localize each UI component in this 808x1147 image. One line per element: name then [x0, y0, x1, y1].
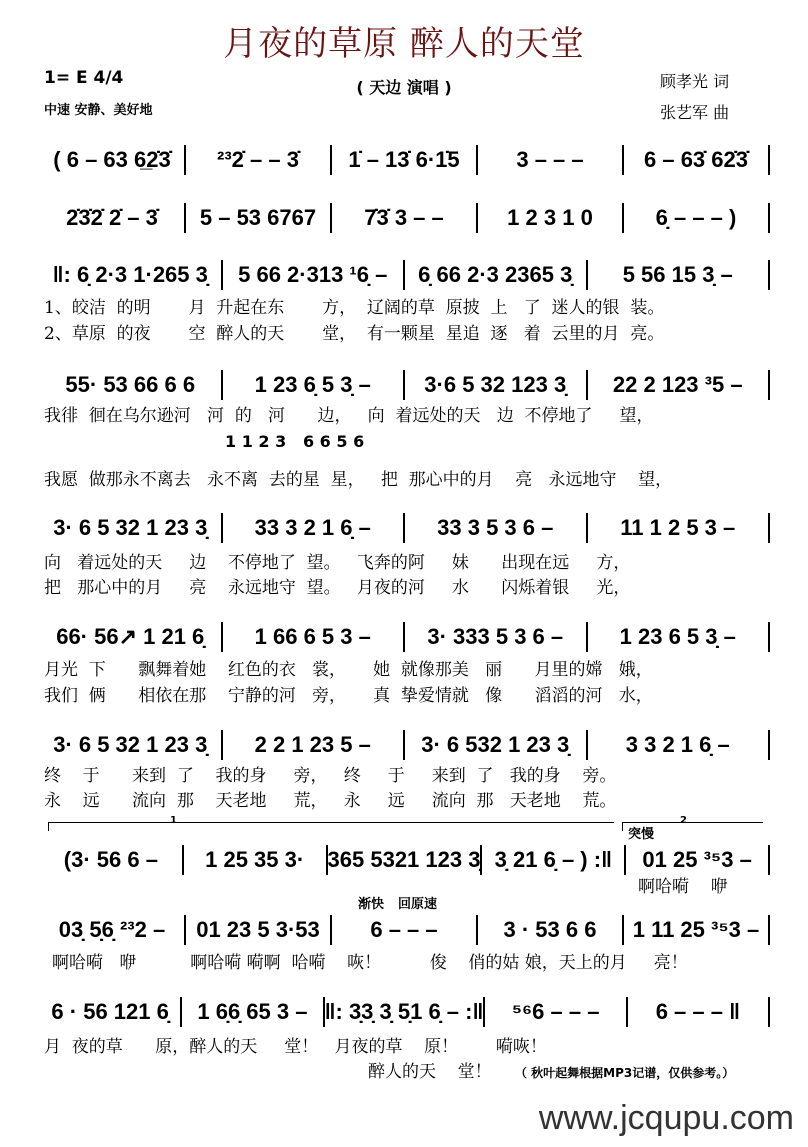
measure: 365 5321 123 3̣	[327, 847, 481, 872]
measure: 01 23 5 3·53	[196, 917, 320, 942]
measure: 3· 6 532 1 23 3̣	[421, 732, 570, 757]
measure: 6̣ 66 2·3 2365 3̣	[418, 262, 573, 287]
measure: 66· 56↗ 1 21 6̣	[56, 624, 205, 649]
lyric-line: 月 夜的草 原，醉人的天 堂！ 月夜的草 原！ 嗬咴！	[44, 1037, 547, 1057]
notation-system	[40, 915, 770, 945]
barline	[768, 622, 770, 652]
measure: 6 – 63̇ 62̇3̇	[644, 147, 748, 172]
measure: 22 2 123 ³5 –	[612, 372, 743, 397]
notation-system	[40, 513, 770, 543]
lyric-line: 我们 俩 相依在那 宁静的河 旁， 真 挚爱情就 像 滔滔的河 水，	[44, 686, 653, 706]
notation-system	[40, 203, 770, 233]
measure: 3·6 5 32 123 3̣	[424, 372, 567, 397]
notation-system	[40, 145, 770, 175]
lyric-line: 向 着远处的天 边 不停地了 望。 飞奔的阿 妹 出现在远 方，	[44, 553, 631, 573]
measure: 1 23 6 5 3̣ –	[619, 624, 736, 649]
volta-2-label: 2	[680, 815, 687, 826]
composer: 张艺军 曲	[660, 103, 730, 122]
measure: 1 6̣6̣ 65 3 –	[197, 999, 308, 1024]
lyric-line: 月光 下 飘舞着她 红色的衣 裳， 她 就像那美 丽 月里的嫦 娥，	[44, 660, 653, 680]
measure: 01 25 ³⁵3 –	[642, 847, 752, 872]
barline	[768, 145, 770, 175]
barline	[768, 997, 770, 1027]
barline	[768, 845, 770, 875]
alternate-notes: 1 1 2 3 6 6 5 6	[225, 432, 365, 451]
measure: 3̣ 21 6̣ – ) :‖	[494, 847, 613, 872]
volta-1-label: 1	[170, 815, 177, 826]
measure: 11 1 2 5 3 –	[620, 515, 736, 540]
measure: 3 · 53 6 6	[503, 917, 597, 942]
measure: 5 66 2·313 ¹6̣ –	[238, 262, 388, 287]
lyric-line: 啊哈嗬 咿 啊哈嗬 嗬啊 哈嗬 咴！ 俊 俏的姑 娘，天上的月 亮！	[52, 953, 688, 973]
measure: ( 6 – 63 6̲2̇3̇	[53, 147, 171, 172]
key-signature: 1= E 4/4	[44, 68, 124, 88]
measure: 33 3 2 1 6̣ –	[254, 515, 371, 540]
ritardando-mark: 突慢	[628, 827, 655, 842]
notation-system	[40, 997, 770, 1027]
lyric-line: 啊哈嗬 咿	[638, 877, 728, 897]
barline	[768, 915, 770, 945]
measure: 3· 333 5 3 6 –	[427, 624, 564, 649]
measure: 1̇ – 13̇ 6·1̇5	[348, 147, 460, 172]
measure: 6 · 56 121 6̣	[51, 999, 169, 1024]
transcription-note: （ 秋叶起舞根据MP3记谱，仅供参考。）	[515, 1066, 735, 1080]
measure: 6̣ – – – )	[655, 205, 737, 230]
notation-system	[40, 260, 770, 290]
measure: 5 – 53 6767	[199, 205, 317, 230]
measure: 3 – – –	[516, 147, 584, 172]
lyric-line: 2、草原 的夜 空 醉人的天 堂， 有一颗星 星追 逐 着 云里的月 亮。	[44, 324, 665, 344]
lyric-line: 终 于 来到 了 我的身 旁， 终 于 来到 了 我的身 旁。	[44, 766, 617, 786]
lyricist: 顾孝光 词	[660, 72, 730, 91]
measure: (3· 56 6 –	[63, 847, 158, 872]
notation-system	[40, 622, 770, 652]
lyric-line: 1、皎洁 的明 月 升起在东 方， 辽阔的草 原披 上 了 迷人的银 装。	[44, 298, 665, 318]
barline	[768, 370, 770, 400]
measure: ‖: 3̣3̣ 3̣ 5̣1 6̣ – :‖	[324, 999, 484, 1024]
lyric-line: 把 那心中的月 亮 永远地守 望。 月夜的河 水 闪烁着银 光，	[44, 578, 631, 598]
measure: 1 2 3 1 0	[507, 205, 593, 230]
measure: 6 – – – ‖	[655, 999, 741, 1024]
measure: 6 – – –	[370, 917, 438, 942]
measure: 1 25 35 3·	[205, 847, 305, 872]
measure: ⁵⁶6 – – –	[511, 999, 600, 1024]
lyric-line: 我愿 做那永不离去 永不离 去的星 星， 把 那心中的月 亮 永远地守 望，	[44, 470, 673, 490]
notation-system	[40, 730, 770, 760]
notation-system	[40, 370, 770, 400]
measure: 1 23 6̣ 5 3̣ –	[254, 372, 371, 397]
barline	[768, 203, 770, 233]
measure: 3· 6 5 32 1 23 3̣	[53, 732, 208, 757]
measure: 1 11 25 ³⁵3 –	[632, 917, 760, 942]
barline	[768, 513, 770, 543]
barline	[768, 730, 770, 760]
measure: ²³2̇ – – 3̇	[217, 147, 299, 172]
barline	[768, 260, 770, 290]
tempo-marking: 中速 安静、美好地	[44, 103, 153, 118]
lyric-line: 醉人的天 堂！	[368, 1062, 492, 1082]
measure: 2̇3̇2̇ 2̇ – 3̇	[66, 205, 158, 230]
measure: 55· 53 66 6 6	[65, 372, 196, 397]
measure: 3· 6 5 32 1 23 3̣	[53, 515, 208, 540]
measure: 33 3 5 3 6 –	[437, 515, 554, 540]
watermark: www.jcqupu.com	[538, 1099, 794, 1137]
lyric-line: 永 远 流向 那 天老地 荒， 永 远 流向 那 天老地 荒。	[44, 791, 617, 811]
notation-system	[40, 845, 770, 875]
measure: 3 3 2 1 6̣ –	[625, 732, 730, 757]
measure: 5 56 15 3̣ –	[622, 262, 733, 287]
lyric-line: 我徘 徊在乌尔逊河 河 的 河 边， 向 着远处的天 边 不停地了 望，	[44, 406, 654, 426]
accelerando-mark: 渐快	[358, 897, 385, 912]
volta-bracket-1	[48, 822, 614, 831]
measure: 7̇3̇ 3 – –	[364, 205, 444, 230]
measure: ‖: 6̣ 2·3 1·265 3̣	[52, 262, 208, 287]
measure: 1 66 6 5 3 –	[254, 624, 371, 649]
measure: 2 2 1 23 5 –	[254, 732, 371, 757]
measure: 03̣ 5̣6̣ ²³2 –	[58, 917, 166, 942]
a-tempo-mark: 回原速	[398, 897, 438, 912]
singer: ( 天边 演唱 )	[356, 78, 452, 97]
song-title: 月夜的草原 醉人的天堂	[223, 24, 585, 64]
